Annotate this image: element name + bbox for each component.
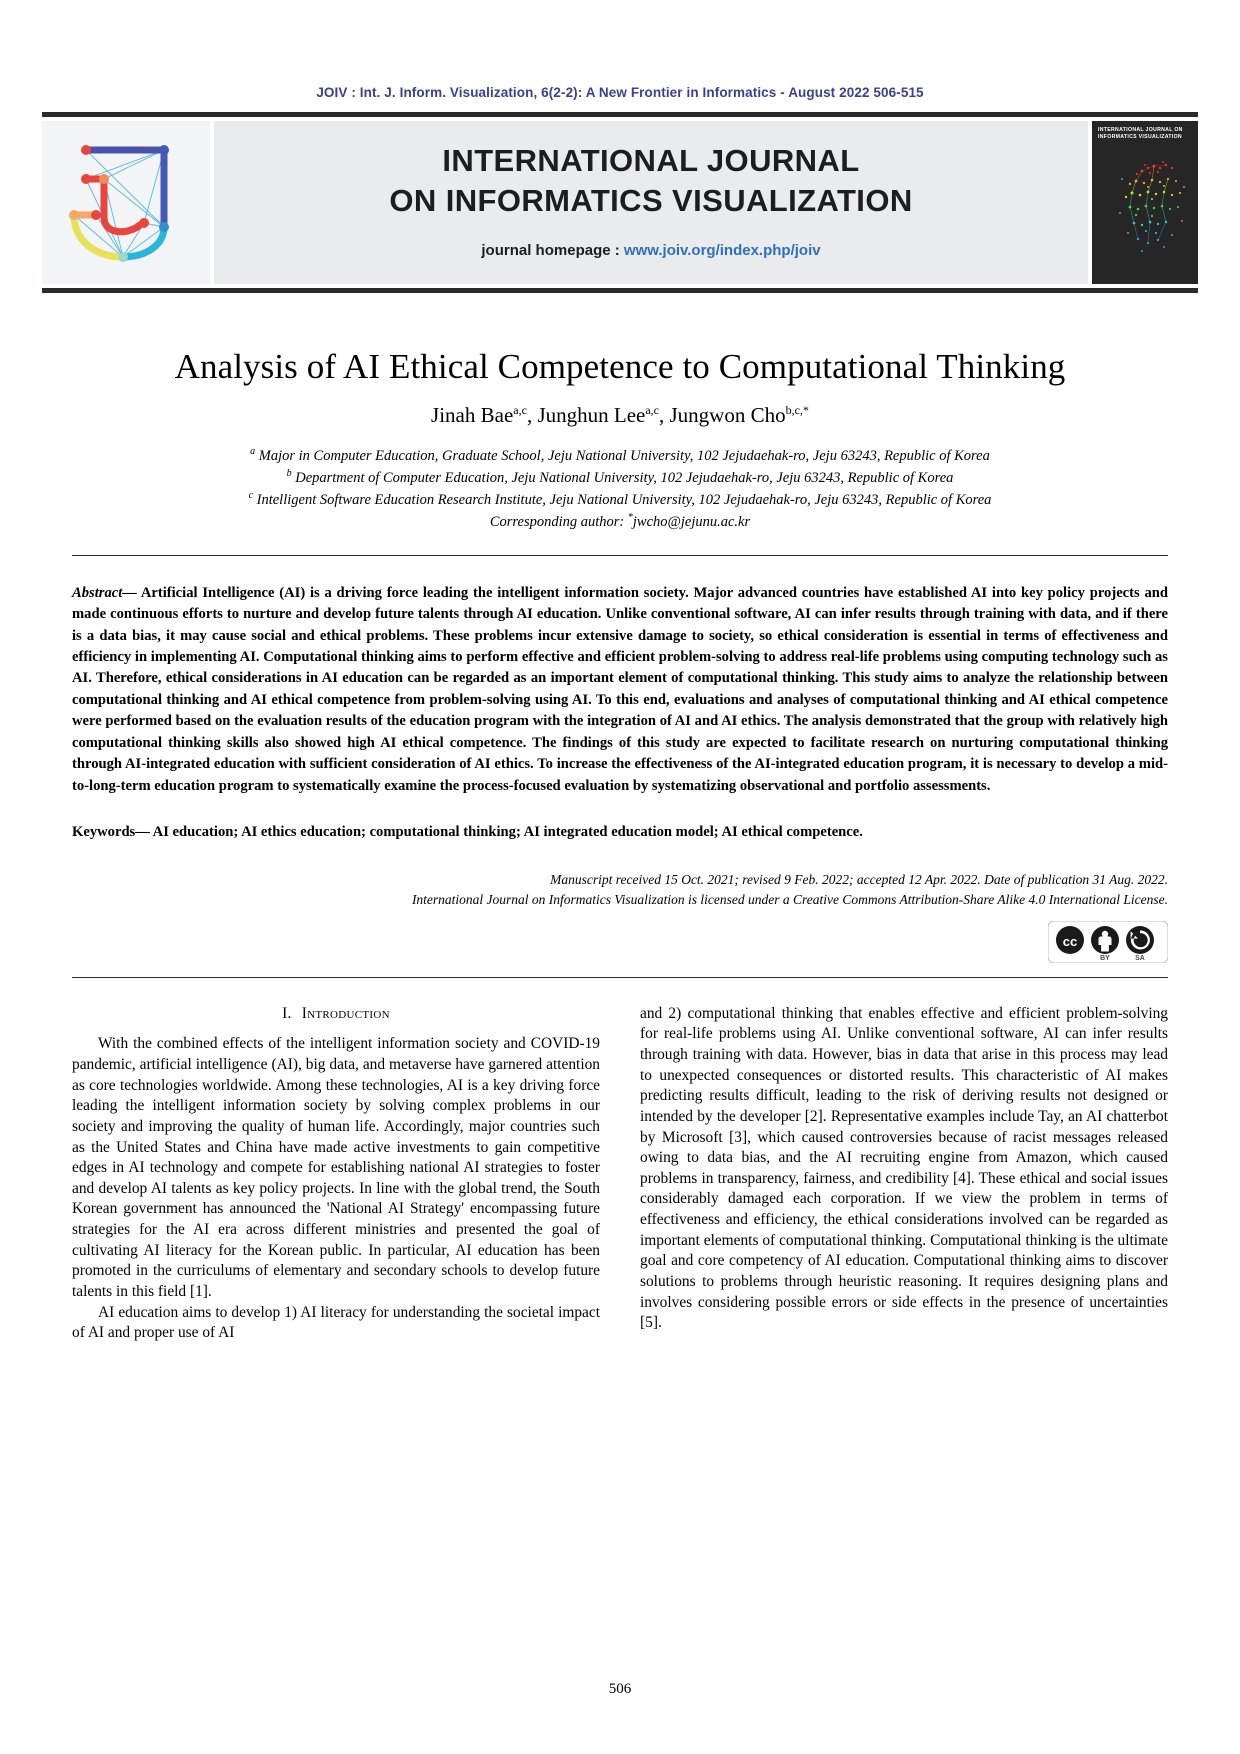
journal-cover-thumbnail bbox=[1092, 121, 1198, 284]
homepage-link[interactable]: www.joiv.org/index.php/joiv bbox=[623, 242, 821, 260]
affiliation-c: $^c$ Intelligent Software Education Research Institute, Jeju National University, 102 Jejudaehak-ro, Jeju 63243, Republic of Korea bbox=[248, 489, 992, 508]
svg-text:cc: cc bbox=[1062, 933, 1078, 949]
cover-caption: INTERNATIONAL JOURNAL ON INFORMATICS VISUALIZATION bbox=[1098, 126, 1183, 141]
section-numeral: I. bbox=[282, 1004, 292, 1022]
homepage-label: journal homepage : bbox=[481, 242, 620, 260]
publication-info bbox=[72, 870, 1168, 911]
joiv-j-logo-icon bbox=[66, 137, 186, 267]
column-right bbox=[640, 1004, 1168, 1344]
author-3: Jungwon Cho$^{b,c,*}$ bbox=[669, 403, 809, 428]
cc-by-label: BY bbox=[1100, 954, 1110, 962]
divider-top bbox=[72, 555, 1168, 556]
keywords-text: AI education; AI ethics education; computational thinking; AI integrated education model; AI ethical competence. bbox=[149, 824, 863, 841]
journal-title-line-1: INTERNATIONAL JOURNAL bbox=[442, 142, 860, 178]
author-list: Jinah Bae$^{a,c}$, Junghun Lee$^{a,c}$, Jungwon Cho$^{b,c,*}$ bbox=[431, 403, 809, 428]
journal-title-box bbox=[214, 121, 1088, 284]
page-title: Analysis of AI Ethical Competence to Computational Thinking bbox=[174, 346, 1066, 386]
page-number: 506 bbox=[608, 1681, 632, 1697]
divider-bottom bbox=[72, 977, 1168, 978]
journal-homepage bbox=[481, 242, 820, 259]
journal-title-line-2: ON INFORMATICS VISUALIZATION bbox=[389, 182, 913, 218]
affiliation-a: $^a$ Major in Computer Education, Graduate School, Jeju National University, 102 Jejudaehak-ro, Jeju 63243, Republic of Korea bbox=[250, 446, 990, 465]
manuscript-dates: Manuscript received 15 Oct. 2021; revised 9 Feb. 2022; accepted 12 Apr. 2022. Date of publication 31 Aug. 2022. bbox=[550, 872, 1168, 888]
journal-logo-box bbox=[42, 121, 210, 284]
author-2: Junghun Lee$^{a,c}$ bbox=[537, 403, 659, 428]
keywords-label: Keywords— bbox=[72, 824, 150, 841]
section-heading-introduction bbox=[72, 1004, 600, 1025]
cc-by-sa-icon[interactable] bbox=[1048, 921, 1168, 963]
paragraph: AI education aims to develop 1) AI literacy for understanding the societal impact of AI and proper use of AI bbox=[72, 1303, 600, 1342]
running-head: JOIV : Int. J. Inform. Visualization, 6(2-2): A New Frontier in Informatics - August 2022 506-515 bbox=[316, 85, 924, 100]
masthead bbox=[42, 112, 1198, 293]
affiliation-b: $^b$ Department of Computer Education, Jeju National University, 102 Jejudaehak-ro, Jeju 63243, Republic of Korea bbox=[286, 468, 954, 486]
paragraph: With the combined effects of the intelligent information society and COVID-19 pandemic, artificial intelligence (AI), big data, and metaverse have garnered attention as core technologies worldwide. Among these technologies, AI is a key driving force leading the intelligent information society by solving complex problems in our society and improving the quality of human life. Accordingly, major countries such as the United States and China have made active investments to gain competitive edges in AI technology and compete for establishing national AI strategies to foster and develop AI talents as key policy projects. In line with the global trend, the South Korean government has announced the 'National AI Strategy' encompassing future strategies for the AI era across different ministries and presented the goal of cultivating AI literacy for the Korean public. In particular, AI education has been promoted in the curriculums of elementary and secondary schools to develop future talents in this field [1]. bbox=[72, 1035, 600, 1301]
corresponding-author: Corresponding author: *jwcho@jejunu.ac.kr bbox=[489, 511, 751, 530]
body-columns bbox=[72, 1004, 1168, 1344]
corresponding-email[interactable]: jwcho@jejunu.ac.kr bbox=[632, 513, 751, 530]
abstract-label: Abstract— bbox=[72, 584, 137, 601]
section-title: Introduction bbox=[301, 1004, 390, 1022]
affiliation-list bbox=[42, 445, 1198, 532]
keywords bbox=[72, 822, 1168, 843]
cc-sa-label: SA bbox=[1135, 954, 1145, 962]
author-1: Jinah Bae$^{a,c}$ bbox=[431, 403, 527, 428]
cover-network-graphic bbox=[1092, 121, 1198, 284]
creative-commons-badge[interactable] bbox=[42, 921, 1168, 963]
column-left bbox=[72, 1004, 600, 1344]
abstract bbox=[72, 583, 1168, 797]
abstract-text: Artificial Intelligence (AI) is a driving force leading the intelligent information society. Major advanced countries have established AI into key policy projects and made continuous efforts to nurture and develop future talents through AI education. Unlike conventional software, AI can infer results through training with data, and if there is a data bias, it may cause social and ethical problems. These problems incur extensive damage to society, so ethical consideration is essential in terms of effectiveness and efficiency in implementing AI. Computational thinking aims to perform effective and efficient problem-solving to address real-life problems using computing technology such as AI. Therefore, ethical considerations in AI education can be regarded as an important element of computational thinking. This study aims to analyze the relationship between computational thinking and AI ethical competence from problem-solving using AI. To this end, evaluations and analyses of computational thinking and AI ethical competence were performed based on the evaluation results of the education program with the integration of AI and AI ethics. The analysis demonstrated that the group with relatively high computational thinking skills also showed high AI ethical competence. The findings of this study are expected to facilitate research on nurturing computational thinking through AI-integrated education with sufficient consideration of AI ethics. To increase the effectiveness of the AI-integrated education program, it is necessary to develop a mid-to-long-term education program to systematically examine the process-focused evaluation by systematizing observational and portfolio assessments. bbox=[72, 584, 1168, 794]
license-statement: International Journal on Informatics Visualization is licensed under a Creative Commons Attribution-Share Alike 4.0 International License. bbox=[411, 892, 1168, 908]
paragraph: and 2) computational thinking that enables effective and efficient problem-solving for real-life problems using AI. Unlike conventional software, AI can infer results through training with data. However, bias in data that arise in this process may lead to unexpected consequences or distorted results. This characteristic of AI makes predicting results difficult, leading to the risk of deriving results not designed or intended by the developer [2]. Representative examples include Tay, an AI chatterbot by Microsoft [3], which caused controversies because of racist messages released owing to data bias, and the AI recruiting engine from Amazon, which caused problems in transparency, fairness, and credibility [4]. These ethical and social issues considerably damaged each corporation. If we view the problem in terms of effectiveness and efficiency, the ethical considerations involved can be regarded as important elements of computational thinking. Computational thinking is the ultimate goal and core competency of AI education. Computational thinking aims to discover solutions to problems through heuristic reasoning. It requires designing plans and involves considering possible errors or side effects in the presence of uncertainties [5]. bbox=[640, 1004, 1168, 1332]
